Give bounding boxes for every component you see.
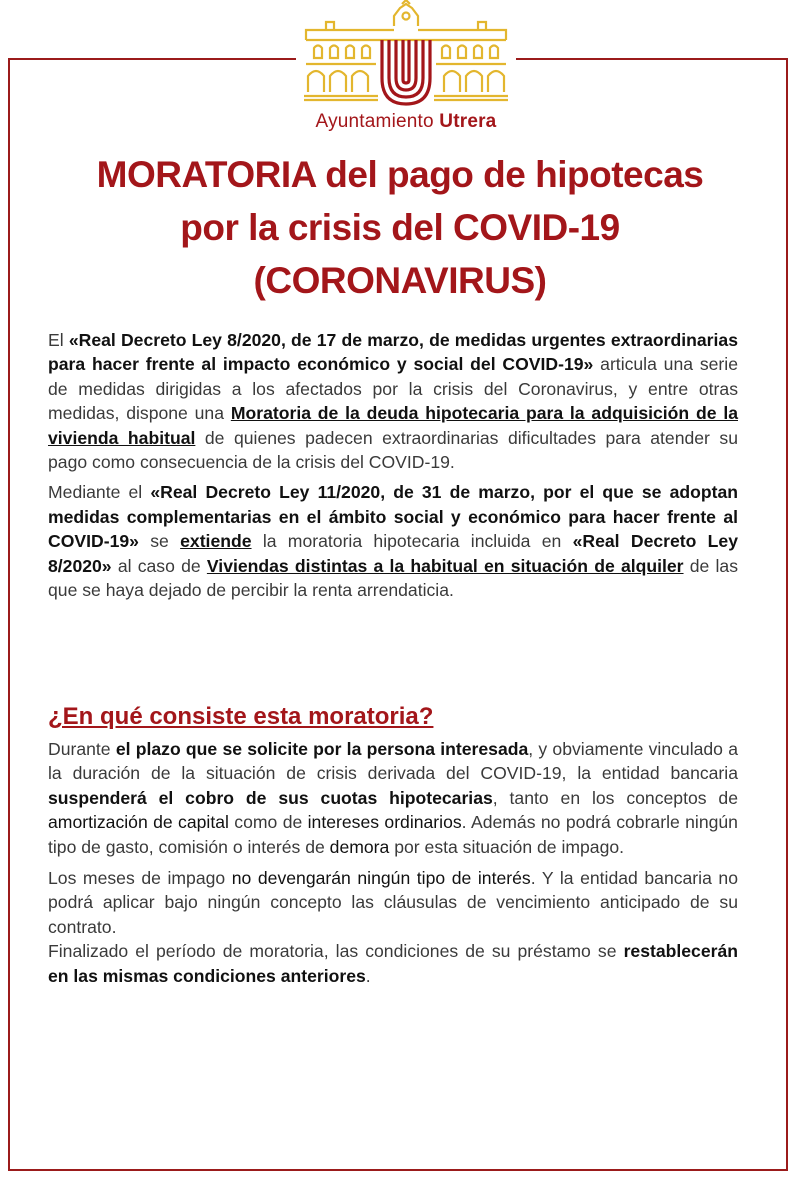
section-heading: ¿En qué consiste esta moratoria?: [48, 703, 434, 730]
intro-section: [48, 328, 738, 608]
title-line-2: por la crisis del COVID-19: [180, 207, 620, 248]
page-title: [40, 148, 760, 307]
title-line-1: MORATORIA del pago de hipotecas: [96, 154, 704, 195]
title-line-3: (CORONAVIRUS): [253, 260, 547, 301]
paragraph-suspension: Durante el plazo que se solicite por la persona interesada, y obviamente vinculado a la duración de la situación de crisis derivada del COVID-19, la entidad bancaria suspenderá el cobro de sus cuotas hipotecarias, tanto en los conceptos de amortización de capital como de intereses ordinarios. Además no podrá cobrarle ningún tipo de gasto, comisión o interés de demora por esta situación de impago.: [48, 739, 738, 857]
paragraph-restoration: Finalizado el período de moratoria, las condiciones de su préstamo se restablecerán en las mismas condiciones anteriores.: [48, 941, 738, 986]
town-hall-logo-icon: [296, 0, 516, 112]
paragraph-decree-8-2020: El «Real Decreto Ley 8/2020, de 17 de marzo, de medidas urgentes extraordinarias para hacer frente al impacto económico y social del COVID-19» articula una serie de medidas dirigidas a los afectados por la crisis del Coronavirus, y entre otras medidas, dispone una Moratoria de la deuda hipotecaria para la adquisición de la vivienda habitual de quienes padecen extraordinarias dificultades para atender su pago como consecuencia de la crisis del COVID-19.: [48, 330, 738, 473]
paragraph-no-interest: Los meses de impago no devengarán ningún tipo de interés. Y la entidad bancaria no podrá aplicar bajo ningún concepto las cláusulas de vencimiento anticipado de su contrato.: [48, 868, 738, 937]
paragraph-decree-11-2020: Mediante el «Real Decreto Ley 11/2020, de 31 de marzo, por el que se adoptan medidas complementarias en el ámbito social y económico para hacer frente al COVID-19» se extiende la moratoria hipotecaria incluida en «Real Decreto Ley 8/2020» al caso de Viviendas distintas a la habitual en situación de alquiler de las que se haya dejado de percibir la renta arrendaticia.: [48, 482, 739, 601]
moratorium-details-section: [48, 737, 738, 995]
logo-wordmark: Ayuntamiento Utrera: [315, 111, 497, 132]
logo: [296, 0, 516, 140]
